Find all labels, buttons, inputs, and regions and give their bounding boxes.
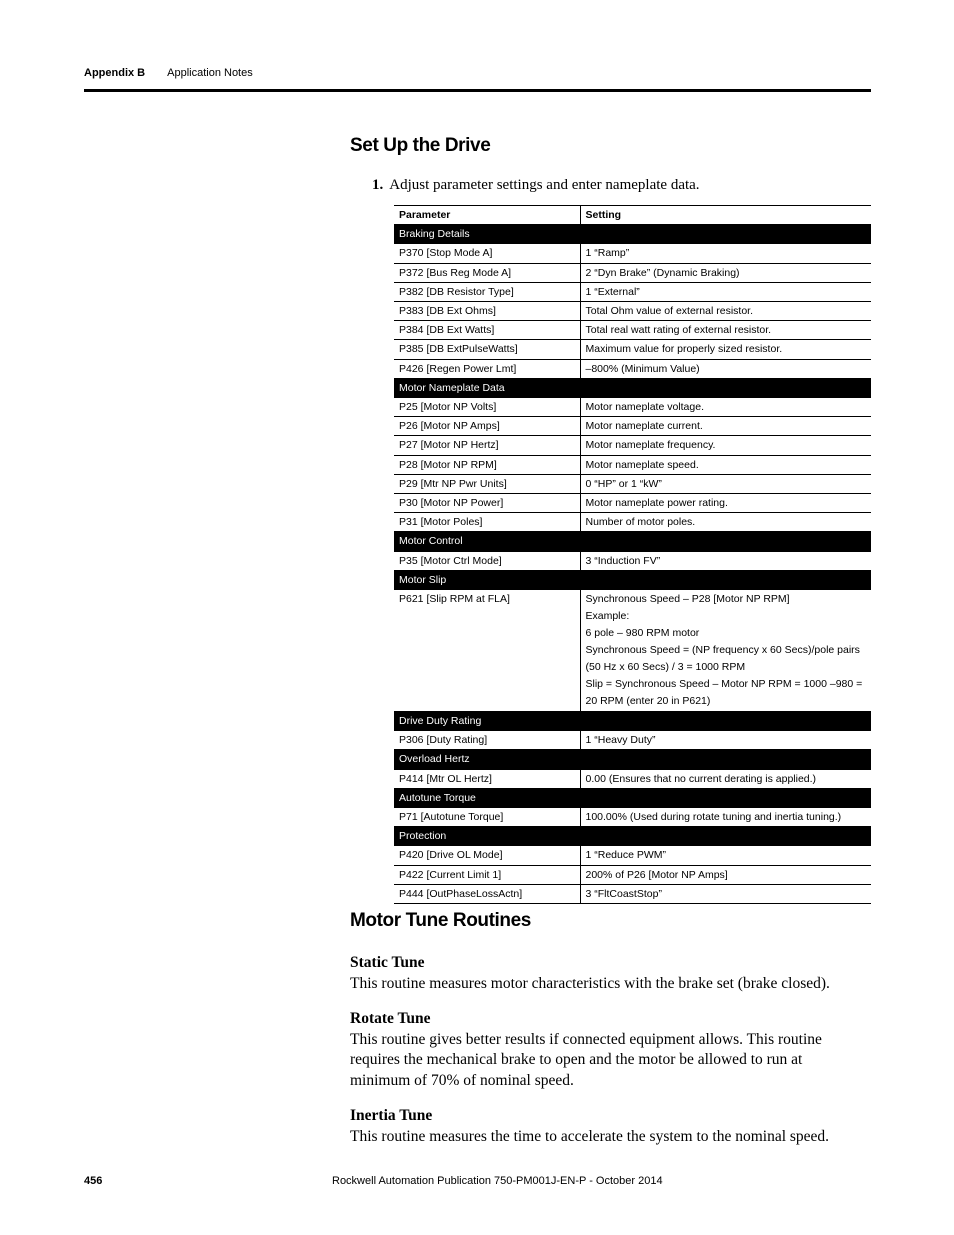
group-header-row xyxy=(394,712,871,731)
section-title-motor-tune: Motor Tune Routines xyxy=(350,910,531,931)
group-header-row xyxy=(394,750,871,769)
group-label: Motor Slip xyxy=(394,570,871,589)
setting-cell: 200% of P26 [Motor NP Amps] xyxy=(580,865,871,884)
parameter-cell: P444 [OutPhaseLossActn] xyxy=(394,884,580,903)
parameter-cell: P384 [DB Ext Watts] xyxy=(394,321,580,340)
table-row xyxy=(394,731,871,750)
parameter-cell: P25 [Motor NP Volts] xyxy=(394,398,580,417)
group-header-row xyxy=(394,827,871,846)
group-label: Drive Duty Rating xyxy=(394,712,871,731)
table-row xyxy=(394,398,871,417)
setting-cell: 1 “Heavy Duty” xyxy=(580,731,871,750)
setting-cell: Motor nameplate speed. xyxy=(580,455,871,474)
parameter-table xyxy=(394,205,871,904)
parameter-cell: P35 [Motor Ctrl Mode] xyxy=(394,551,580,570)
table-row xyxy=(394,263,871,282)
table-row xyxy=(394,590,871,712)
parameter-cell: P426 [Regen Power Lmt] xyxy=(394,359,580,378)
parameter-table-body xyxy=(394,225,871,904)
static-tune-heading: Static Tune xyxy=(350,954,425,971)
section-title-set-up-drive: Set Up the Drive xyxy=(350,135,491,156)
table-row xyxy=(394,455,871,474)
setting-cell: Motor nameplate current. xyxy=(580,417,871,436)
parameter-cell: P26 [Motor NP Amps] xyxy=(394,417,580,436)
parameter-cell: P621 [Slip RPM at FLA] xyxy=(394,590,580,712)
group-header-row xyxy=(394,570,871,589)
table-row xyxy=(394,436,871,455)
setting-cell: 2 “Dyn Brake” (Dynamic Braking) xyxy=(580,263,871,282)
parameter-cell: P372 [Bus Reg Mode A] xyxy=(394,263,580,282)
header-rule xyxy=(84,89,871,92)
parameter-cell: P382 [DB Resistor Type] xyxy=(394,282,580,301)
parameter-cell: P306 [Duty Rating] xyxy=(394,731,580,750)
page-number: 456 xyxy=(84,1175,103,1187)
inertia-tune-text: This routine measures the time to accelerate the system to the nominal speed. xyxy=(350,1127,830,1145)
setting-cell: Total real watt rating of external resistor. xyxy=(580,321,871,340)
table-row xyxy=(394,417,871,436)
setting-line: Slip = Synchronous Speed – Motor NP RPM = 1000 –980 = 20 RPM (enter 20 in P621) xyxy=(585,678,863,708)
setting-cell: –800% (Minimum Value) xyxy=(580,359,871,378)
table-row xyxy=(394,846,871,865)
table-row xyxy=(394,513,871,532)
table-row xyxy=(394,340,871,359)
rotate-tune-text: This routine gives better results if connected equipment allows. This routine requires the mechanical brake to open and the motor be allowed to run at minimum of 70% of nominal speed. xyxy=(350,1030,822,1089)
setting-line: 6 pole – 980 RPM motor xyxy=(585,627,700,640)
group-label: Braking Details xyxy=(394,225,871,244)
table-row xyxy=(394,244,871,263)
group-header-row xyxy=(394,378,871,397)
parameter-cell: P385 [DB ExtPulseWatts] xyxy=(394,340,580,359)
inertia-tune-block xyxy=(350,1106,860,1147)
parameter-cell: P31 [Motor Poles] xyxy=(394,513,580,532)
table-row xyxy=(394,302,871,321)
step-text: Adjust parameter settings and enter nameplate data. xyxy=(389,177,700,193)
inertia-tune-heading: Inertia Tune xyxy=(350,1107,433,1124)
table-row xyxy=(394,494,871,513)
table-row xyxy=(394,359,871,378)
setting-cell: 0 “HP” or 1 “kW” xyxy=(580,474,871,493)
group-label: Motor Control xyxy=(394,532,871,551)
appendix-label: Appendix B xyxy=(84,67,146,79)
parameter-cell: P71 [Autotune Torque] xyxy=(394,808,580,827)
setting-line: Example: xyxy=(585,610,630,623)
static-tune-block xyxy=(350,953,860,994)
table-header-row xyxy=(394,206,871,225)
step-number: 1. xyxy=(372,177,384,193)
setting-cell: Motor nameplate frequency. xyxy=(580,436,871,455)
parameter-cell: P370 [Stop Mode A] xyxy=(394,244,580,263)
table-row xyxy=(394,321,871,340)
table-row xyxy=(394,808,871,827)
group-label: Motor Nameplate Data xyxy=(394,378,871,397)
setting-cell: Maximum value for properly sized resistor. xyxy=(580,340,871,359)
table-row xyxy=(394,884,871,903)
table-row xyxy=(394,474,871,493)
setting-cell: Total Ohm value of external resistor. xyxy=(580,302,871,321)
parameter-cell: P422 [Current Limit 1] xyxy=(394,865,580,884)
table-row xyxy=(394,769,871,788)
parameter-cell: P420 [Drive OL Mode] xyxy=(394,846,580,865)
setting-cell: 1 “Ramp” xyxy=(580,244,871,263)
parameter-cell: P29 [Mtr NP Pwr Units] xyxy=(394,474,580,493)
setting-cell: Motor nameplate power rating. xyxy=(580,494,871,513)
group-header-row xyxy=(394,225,871,244)
table-row xyxy=(394,865,871,884)
parameter-cell: P27 [Motor NP Hertz] xyxy=(394,436,580,455)
parameter-cell: P30 [Motor NP Power] xyxy=(394,494,580,513)
setting-line: Synchronous Speed – P28 [Motor NP RPM] xyxy=(585,593,790,606)
rotate-tune-heading: Rotate Tune xyxy=(350,1010,431,1027)
setting-cell xyxy=(580,590,871,712)
parameter-cell: P414 [Mtr OL Hertz] xyxy=(394,769,580,788)
setting-line: Synchronous Speed = (NP frequency x 60 Secs)/pole pairs xyxy=(585,644,860,657)
setting-cell: 1 “External” xyxy=(580,282,871,301)
parameter-cell: P383 [DB Ext Ohms] xyxy=(394,302,580,321)
setting-cell: 3 “Induction FV” xyxy=(580,551,871,570)
setting-cell: 0.00 (Ensures that no current derating is applied.) xyxy=(580,769,871,788)
section-label: Application Notes xyxy=(167,67,253,79)
group-label: Protection xyxy=(394,827,871,846)
setting-cell: 100.00% (Used during rotate tuning and inertia tuning.) xyxy=(580,808,871,827)
rotate-tune-block xyxy=(350,1009,860,1091)
group-label: Autotune Torque xyxy=(394,788,871,807)
column-header-setting: Setting xyxy=(580,206,871,225)
column-header-parameter: Parameter xyxy=(394,206,580,225)
setting-cell: 3 “FltCoastStop” xyxy=(580,884,871,903)
table-row xyxy=(394,282,871,301)
parameter-cell: P28 [Motor NP RPM] xyxy=(394,455,580,474)
publication-info: Rockwell Automation Publication 750-PM001J-EN-P - October 2014 xyxy=(332,1175,663,1187)
table-row xyxy=(394,551,871,570)
group-header-row xyxy=(394,788,871,807)
setting-cell: 1 “Reduce PWM” xyxy=(580,846,871,865)
setting-cell: Number of motor poles. xyxy=(580,513,871,532)
running-header xyxy=(84,67,253,79)
static-tune-text: This routine measures motor characteristics with the brake set (brake closed). xyxy=(350,974,830,992)
step-1 xyxy=(372,177,700,194)
setting-line: (50 Hz x 60 Secs) / 3 = 1000 RPM xyxy=(585,661,746,674)
group-label: Overload Hertz xyxy=(394,750,871,769)
setting-cell: Motor nameplate voltage. xyxy=(580,398,871,417)
group-header-row xyxy=(394,532,871,551)
